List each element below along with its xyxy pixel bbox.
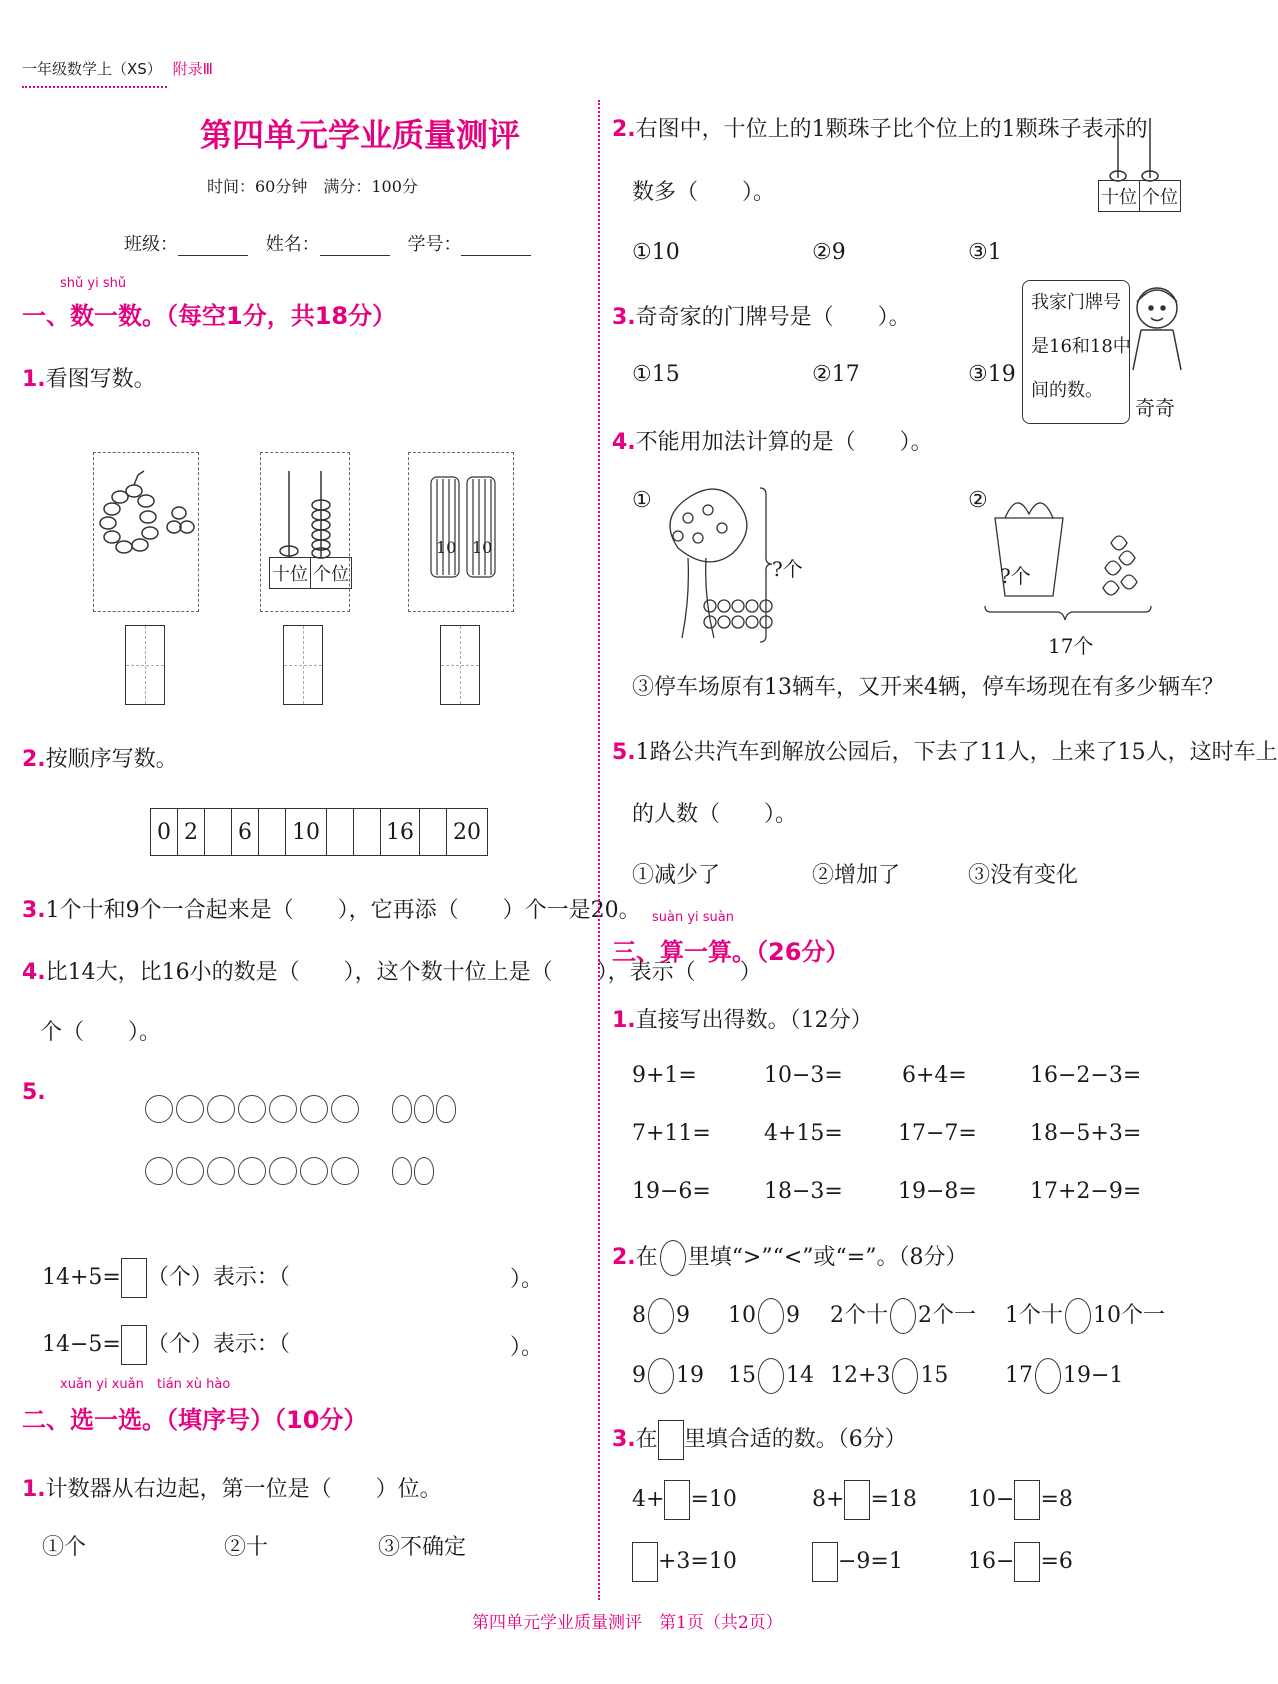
compare-right: 9 xyxy=(786,1303,800,1328)
fill-b: =8 xyxy=(1040,1487,1073,1512)
apple-row-1 xyxy=(145,1095,455,1127)
seq-cell[interactable] xyxy=(205,809,232,856)
abacus-drawing xyxy=(261,453,349,563)
apple-icon xyxy=(207,1157,235,1185)
eq1-answer-box[interactable] xyxy=(121,1258,147,1298)
s1q4-num: 4. xyxy=(22,960,46,985)
compare-1-3 xyxy=(830,1298,976,1334)
sec1-title: 一、数一数。（每空1分，共18分） xyxy=(22,302,397,330)
answer-box-3[interactable] xyxy=(440,625,480,705)
s3q2-post: 里填“>”“<”或“=”。（8分） xyxy=(687,1245,968,1270)
compare-right: 19−1 xyxy=(1063,1363,1124,1388)
s2q5-line1: 1路公共汽车到解放公园后，下去了11人，上来了15人，这时车上 xyxy=(635,740,1278,765)
s1q3 xyxy=(22,893,641,924)
fill-box[interactable] xyxy=(664,1480,690,1520)
basket-question-label: ?个 xyxy=(1000,564,1031,588)
compare-circle[interactable] xyxy=(758,1298,784,1334)
box-sample-icon xyxy=(658,1420,684,1460)
apple-icon xyxy=(145,1095,173,1123)
header-appendix: 附录Ⅲ xyxy=(172,60,213,78)
abacus-place-labels xyxy=(269,557,352,589)
pear-icon xyxy=(436,1095,456,1123)
calc-2-1[interactable]: 7+11= xyxy=(632,1121,711,1146)
s2q5-option-1[interactable]: ①减少了 xyxy=(632,863,721,888)
s1q4-line1: 比14大，比16小的数是（ ），这个数十位上是（ ），表示（ ） xyxy=(45,960,762,985)
id-label: 学号： xyxy=(407,234,462,255)
seq-cell: 2 xyxy=(178,809,205,856)
s2q3-text: 奇奇家的门牌号是（ ）。 xyxy=(635,305,911,330)
tree-question-label: ?个 xyxy=(772,557,803,581)
calc-3-4[interactable]: 17+2−9= xyxy=(1030,1179,1142,1204)
answer-box-1[interactable] xyxy=(125,625,165,705)
s2q5-option-3[interactable]: ③没有变化 xyxy=(968,863,1079,888)
s1q3-text: 1个十和9个一合起来是（ ），它再添（ ）个一是20。 xyxy=(45,898,641,923)
compare-circle[interactable] xyxy=(1065,1298,1091,1334)
compare-circle[interactable] xyxy=(890,1298,916,1334)
s2q4-option-2-label[interactable]: ② xyxy=(968,488,988,513)
seq-cell[interactable] xyxy=(354,809,381,856)
ones-label: 个位 xyxy=(311,557,352,589)
fill-b: =18 xyxy=(870,1487,917,1512)
eq2-left: 14−5= xyxy=(42,1332,121,1357)
apple-icon xyxy=(207,1095,235,1123)
apple-icon xyxy=(269,1157,297,1185)
pear-icon xyxy=(392,1157,412,1185)
s3q2-num: 2. xyxy=(612,1245,636,1270)
fill-b: −9=1 xyxy=(838,1549,903,1574)
s3q3 xyxy=(612,1420,907,1460)
compare-left: 8 xyxy=(632,1303,646,1328)
bundles-picture xyxy=(408,452,514,612)
s3q2 xyxy=(612,1240,967,1276)
name-field[interactable] xyxy=(320,237,390,256)
fill-box[interactable] xyxy=(1014,1480,1040,1520)
calc-3-2[interactable]: 18−3= xyxy=(764,1179,843,1204)
sec2-pinyin-2: tián xù hào xyxy=(157,1377,231,1392)
sec3-pinyin: suàn yi suàn xyxy=(652,910,735,925)
s1q2 xyxy=(22,742,178,773)
calc-1-2[interactable]: 10−3= xyxy=(764,1063,843,1088)
pear-icon xyxy=(414,1095,434,1123)
compare-left: 2个十 xyxy=(830,1303,888,1328)
apple-icon xyxy=(269,1095,297,1123)
running-header xyxy=(22,58,213,79)
sec3-title: 三、算一算。（26分） xyxy=(612,938,850,966)
apple-row-2 xyxy=(145,1157,455,1189)
compare-right: 14 xyxy=(786,1363,814,1388)
calc-3-3[interactable]: 19−8= xyxy=(898,1179,977,1204)
s2q3 xyxy=(612,300,911,331)
compare-circle[interactable] xyxy=(1035,1358,1061,1394)
sec2-pinyin-1: xuǎn yi xuǎn xyxy=(60,1377,144,1392)
bundle-label-2: 10 xyxy=(472,538,493,557)
s1q1 xyxy=(22,362,156,393)
compare-circle[interactable] xyxy=(648,1298,674,1334)
name-label: 姓名： xyxy=(265,234,320,255)
s3q3-pre: 在 xyxy=(635,1427,658,1452)
calc-1-1[interactable]: 9+1= xyxy=(632,1063,697,1088)
s2q2-option-2[interactable]: ②9 xyxy=(812,240,846,265)
compare-left: 10 xyxy=(728,1303,756,1328)
apple-icon xyxy=(238,1157,266,1185)
compare-1-2 xyxy=(728,1298,800,1334)
compare-1-1 xyxy=(632,1298,690,1334)
fill-box[interactable] xyxy=(812,1542,838,1582)
circle-sample-icon xyxy=(660,1240,686,1276)
s3q1 xyxy=(612,1003,873,1034)
apple-icon xyxy=(145,1157,173,1185)
calc-1-3[interactable]: 6+4= xyxy=(902,1063,967,1088)
eq1-left: 14+5= xyxy=(42,1265,121,1290)
abacus-small xyxy=(1098,118,1178,208)
pear-icon xyxy=(392,1095,412,1123)
apple-icon xyxy=(300,1095,328,1123)
s3q1-num: 1. xyxy=(612,1008,636,1033)
bubble-line-3: 间的数。 xyxy=(1031,380,1103,401)
seq-cell[interactable] xyxy=(327,809,354,856)
compare-2-3 xyxy=(830,1358,948,1394)
pear-icon xyxy=(414,1157,434,1185)
compare-right: 9 xyxy=(676,1303,690,1328)
compare-right: 15 xyxy=(920,1363,949,1388)
s1q1-num: 1. xyxy=(22,367,46,392)
s1q5-eq2 xyxy=(42,1325,290,1365)
compare-circle[interactable] xyxy=(892,1358,918,1394)
compare-circle[interactable] xyxy=(758,1358,784,1394)
page-title: 第四单元学业质量测评 xyxy=(200,116,521,154)
eq1-end: ）。 xyxy=(510,1267,544,1292)
answer-box-2[interactable] xyxy=(283,625,323,705)
s2q1-option-3[interactable]: ③不确定 xyxy=(378,1535,467,1560)
s1q2-text: 按顺序写数。 xyxy=(45,747,178,772)
s2q2-option-1[interactable]: ①10 xyxy=(632,240,680,265)
boy-picture xyxy=(1125,280,1185,394)
bubble-line-2: 是16和18中 xyxy=(1031,336,1131,357)
fill-a: 4+ xyxy=(632,1487,665,1512)
fill-2 xyxy=(812,1480,917,1520)
student-info xyxy=(124,230,531,256)
s2q5-num: 5. xyxy=(612,740,636,765)
tens-label: 十位 xyxy=(269,557,311,589)
fill-box[interactable] xyxy=(844,1480,870,1520)
calc-2-4[interactable]: 18−5+3= xyxy=(1030,1121,1142,1146)
apple-icon xyxy=(331,1157,359,1185)
s2q5-option-2[interactable]: ②增加了 xyxy=(812,863,901,888)
apple-icon xyxy=(176,1095,204,1123)
s2q2 xyxy=(612,112,1148,143)
s2q4-num: 4. xyxy=(612,430,636,455)
compare-2-1 xyxy=(632,1358,704,1394)
s2q3-option-2[interactable]: ②17 xyxy=(812,362,860,387)
s1q2-num: 2. xyxy=(22,747,46,772)
seq-cell: 10 xyxy=(286,809,327,856)
page-footer: 第四单元学业质量测评 第1页（共2页） xyxy=(472,1613,783,1633)
compare-2-4 xyxy=(1005,1358,1123,1394)
fill-3 xyxy=(968,1480,1073,1520)
s2q4 xyxy=(612,425,933,456)
apple-icon xyxy=(331,1095,359,1123)
number-sequence xyxy=(150,808,488,856)
s3q3-post: 里填合适的数。（6分） xyxy=(683,1427,907,1452)
eq1-unit: （个）表示：（ xyxy=(146,1265,290,1290)
fill-1 xyxy=(632,1480,737,1520)
compare-right: 10个一 xyxy=(1093,1303,1165,1328)
calc-3-1[interactable]: 19−6= xyxy=(632,1179,711,1204)
basket-drawing xyxy=(985,488,1155,613)
eq2-unit: （个）表示：（ xyxy=(146,1332,290,1357)
s2q5 xyxy=(612,735,1278,766)
tree-picture xyxy=(648,488,776,652)
calc-1-4[interactable]: 16−2−3= xyxy=(1030,1063,1142,1088)
header-rule xyxy=(22,86,167,88)
eq2-end: ）。 xyxy=(510,1335,544,1360)
s2q2-num: 2. xyxy=(612,117,636,142)
bubble-line-1: 我家门牌号 xyxy=(1031,292,1121,313)
small-tens-label: 十位 xyxy=(1098,180,1140,212)
small-ones-label: 个位 xyxy=(1140,180,1181,212)
eq2-answer-box[interactable] xyxy=(121,1325,147,1365)
fill-b: =6 xyxy=(1040,1549,1073,1574)
column-divider xyxy=(598,100,600,1600)
fill-a: 16− xyxy=(968,1549,1015,1574)
s2q3-option-3[interactable]: ③19 xyxy=(968,362,1016,387)
time-info: 时间：60分钟 满分：100分 xyxy=(207,177,418,196)
sec2-title: 二、选一选。（填序号）（10分） xyxy=(22,1406,368,1434)
s2q4-option-3[interactable]: ③停车场原有13辆车，又开来4辆，停车场现在有多少辆车？ xyxy=(632,675,1224,700)
s2q2-line1: 右图中，十位上的1颗珠子比个位上的1颗珠子表示的 xyxy=(635,117,1148,142)
fill-b: +3=10 xyxy=(658,1549,737,1574)
compare-right: 2个一 xyxy=(918,1303,976,1328)
class-field[interactable] xyxy=(178,237,248,256)
compare-1-4 xyxy=(1005,1298,1165,1334)
compare-left: 15 xyxy=(728,1363,756,1388)
fill-4 xyxy=(632,1542,737,1582)
fill-a: 8+ xyxy=(812,1487,845,1512)
dots-picture xyxy=(93,452,199,612)
s2q3-option-1[interactable]: ①15 xyxy=(632,362,680,387)
s2q1-option-2[interactable]: ②十 xyxy=(224,1535,269,1560)
seq-cell[interactable] xyxy=(420,809,447,856)
s3q3-num: 3. xyxy=(612,1427,636,1452)
s2q4-text: 不能用加法计算的是（ ）。 xyxy=(635,430,933,455)
seq-cell: 16 xyxy=(381,809,420,856)
s1q1-text: 看图写数。 xyxy=(45,367,156,392)
fill-5 xyxy=(812,1542,903,1582)
boy-name: 奇奇 xyxy=(1135,396,1175,420)
s1q3-num: 3. xyxy=(22,898,46,923)
s2q3-num: 3. xyxy=(612,305,636,330)
fruit-picture xyxy=(145,1095,455,1189)
dots-drawing xyxy=(94,453,198,611)
fill-b: =10 xyxy=(690,1487,737,1512)
s2q1 xyxy=(22,1472,442,1503)
seq-cell: 20 xyxy=(447,809,488,856)
seq-cell: 6 xyxy=(232,809,259,856)
speech-bubble xyxy=(1022,280,1130,424)
s1q5-eq1 xyxy=(42,1258,290,1298)
tree-drawing xyxy=(648,488,776,648)
fill-box[interactable] xyxy=(1014,1542,1040,1582)
compare-2-2 xyxy=(728,1358,814,1394)
boy-drawing xyxy=(1125,280,1185,390)
sec1-pinyin: shǔ yi shǔ xyxy=(60,276,127,291)
s1q4-line2: 个（ ）。 xyxy=(40,1020,162,1045)
s2q2-line2: 数多（ ）。 xyxy=(632,180,776,205)
seq-cell: 0 xyxy=(151,809,178,856)
compare-circle[interactable] xyxy=(648,1358,674,1394)
header-text: 一年级数学上（XS） xyxy=(22,60,162,78)
s2q5-line2: 的人数（ ）。 xyxy=(632,802,798,827)
s1q5-num: 5. xyxy=(22,1080,46,1105)
compare-left: 1个十 xyxy=(1005,1303,1063,1328)
bundles-drawing xyxy=(409,453,513,611)
abacus-picture xyxy=(260,452,350,612)
apple-icon xyxy=(238,1095,266,1123)
s2q1-option-1[interactable]: ①个 xyxy=(42,1535,87,1560)
fill-6 xyxy=(968,1542,1073,1582)
fill-a: 10− xyxy=(968,1487,1015,1512)
class-label: 班级： xyxy=(124,234,178,255)
id-field[interactable] xyxy=(461,237,531,256)
s2q4-option-1-label[interactable]: ① xyxy=(632,488,652,513)
abacus-small-drawing xyxy=(1098,118,1170,184)
compare-left: 9 xyxy=(632,1363,646,1388)
s2q1-num: 1. xyxy=(22,1477,46,1502)
calc-2-2[interactable]: 4+15= xyxy=(764,1121,843,1146)
compare-left: 17 xyxy=(1005,1363,1033,1388)
s2q1-text: 计数器从右边起，第一位是（ ）位。 xyxy=(45,1477,442,1502)
s3q2-pre: 在 xyxy=(635,1245,658,1270)
apple-icon xyxy=(300,1157,328,1185)
total-label: 17个 xyxy=(1048,634,1094,658)
compare-left: 12+3 xyxy=(830,1363,891,1388)
calc-2-3[interactable]: 17−7= xyxy=(898,1121,977,1146)
seq-cell[interactable] xyxy=(259,809,286,856)
bundle-label-1: 10 xyxy=(436,538,457,557)
fill-box[interactable] xyxy=(632,1542,658,1582)
s3q1-text: 直接写出得数。（12分） xyxy=(635,1008,873,1033)
basket-picture xyxy=(985,488,1155,617)
s2q2-option-3[interactable]: ③1 xyxy=(968,240,1002,265)
compare-right: 19 xyxy=(676,1363,704,1388)
apple-icon xyxy=(176,1157,204,1185)
